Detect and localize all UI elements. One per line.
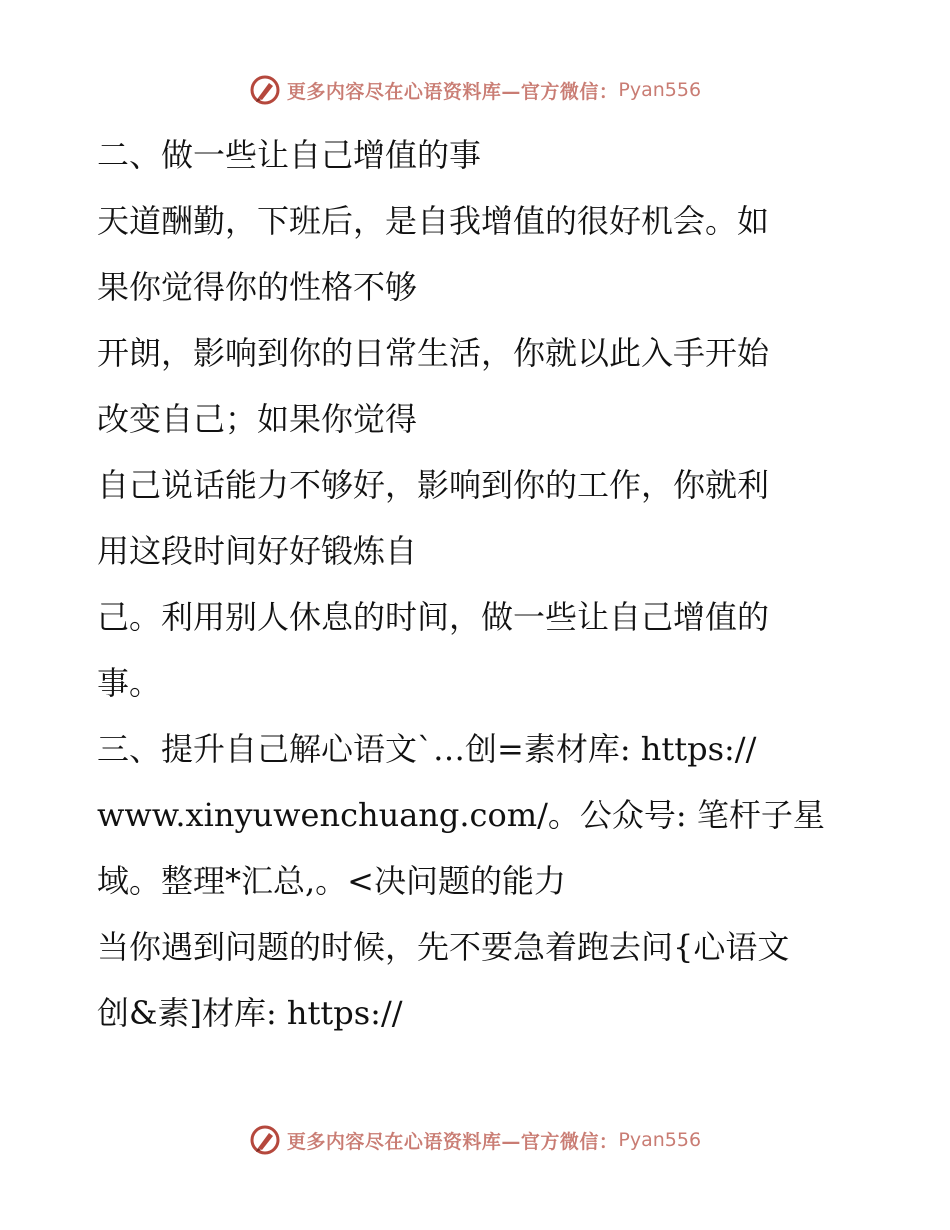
paragraph-line: 己。利用别人休息的时间，做一些让自己增值的 xyxy=(97,598,770,636)
header-banner-contact: Pyan556 xyxy=(618,79,702,101)
heading-line: 二、做一些让自己增值的事 xyxy=(97,136,482,174)
footer-banner-text: 更多内容尽在心语资料库—官方微信： xyxy=(286,1130,619,1153)
section-heading xyxy=(97,122,857,188)
header-banner xyxy=(0,72,950,108)
paragraph-line: 自己说话能力不够好，影响到你的工作，你就利 xyxy=(97,466,770,504)
footer-banner-contact: Pyan556 xyxy=(618,1129,702,1151)
paragraph-line: 果你觉得你的性格不够 xyxy=(97,268,418,306)
footer-banner xyxy=(0,1122,950,1158)
paragraph-line: 域。整理*汇总,。<决问题的能力 xyxy=(97,862,566,900)
paragraph-line: 天道酬勤，下班后，是自我增值的很好机会。如 xyxy=(97,202,770,240)
paragraph xyxy=(97,320,857,452)
header-banner-text: 更多内容尽在心语资料库—官方微信： xyxy=(286,80,619,103)
pen-logo-icon xyxy=(249,1124,281,1156)
paragraph xyxy=(97,188,857,320)
paragraph-line: www.xinyuwenchuang.com/。公众号: 笔杆子星 xyxy=(97,796,825,834)
paragraph-line: 当你遇到问题的时候，先不要急着跑去问{心语文 xyxy=(97,928,790,966)
paragraph-line: 事。 xyxy=(97,664,162,702)
paragraph xyxy=(97,452,857,584)
paragraph-line: 用这段时间好好锻炼自 xyxy=(97,532,418,570)
paragraph-line: 改变自己；如果你觉得 xyxy=(97,400,418,438)
paragraph xyxy=(97,584,857,716)
paragraph xyxy=(97,716,857,914)
paragraph xyxy=(97,914,857,1046)
paragraph-line: 创&素]材库: https:// xyxy=(97,994,403,1032)
paragraph-line: 开朗，影响到你的日常生活，你就以此入手开始 xyxy=(97,334,770,372)
paragraph-line: 三、提升自己解心语文`…创=素材库: https:// xyxy=(97,730,757,768)
pen-logo-icon xyxy=(249,74,281,106)
document-body xyxy=(97,122,857,1046)
